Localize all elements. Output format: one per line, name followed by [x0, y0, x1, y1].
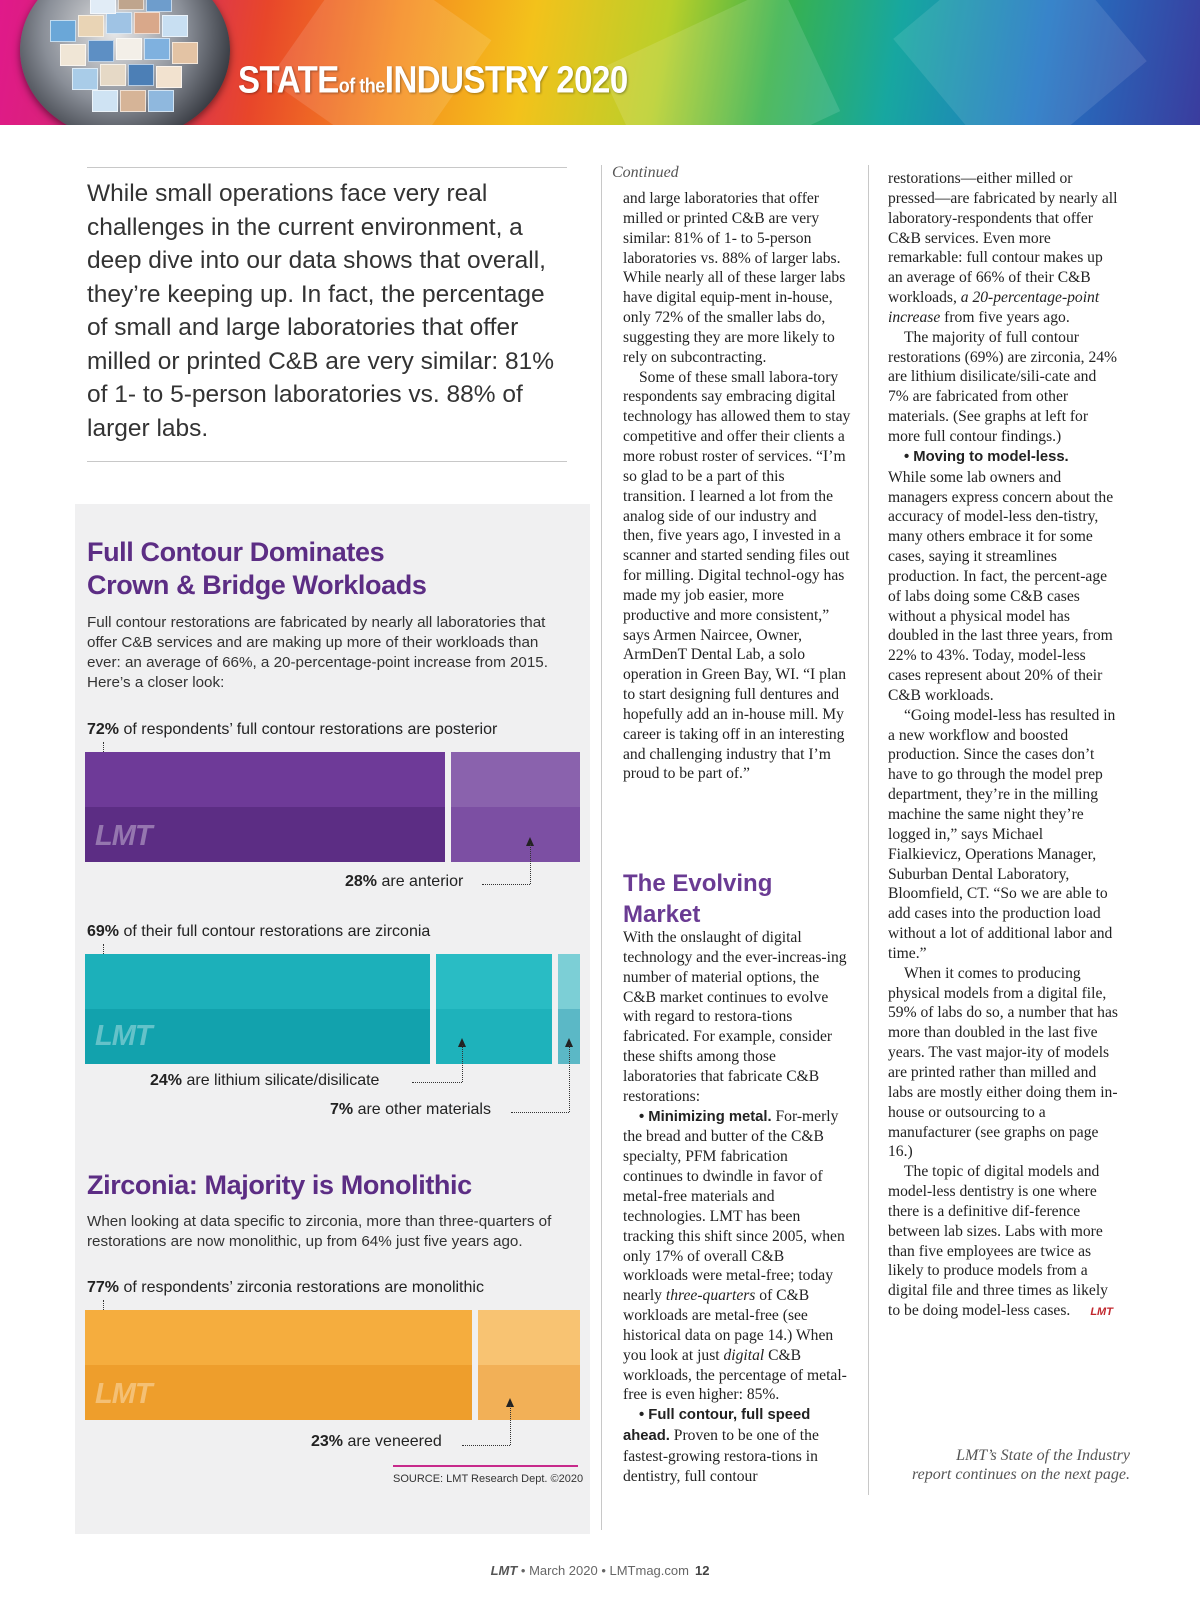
paragraph: Some of these small labora-tory respondents say embracing digital technology has allowed them to stay competitive and offer their clients a more robust roster of services. “I’m so glad to be a part of this transition. I learned a lot from the analog side of our industry and then, five years ago, I invested in a scanner and started sending files out for milling. Digital technol-ogy has made my job easier, more productive and more consistent,” says Armen Naircee, Owner, ArmDenT Dental Lab, a solo operation in Green Bay, WI. “I plan to start designing full dentures and hopefully add an in-house mill. My career is taking off in an interesting and challenging industry that I’m proud to be part of.” [623, 368, 851, 783]
continues-note: LMT’s State of the Industry report continues on the next page. [911, 1447, 1130, 1483]
full-contour-description: Full contour restorations are fabricated by nearly all laboratories that offer C&B services and are making up more of their workloads than ever: an average of 66%, a 20-percentage-point increase from 2015. Here’s a closer look: [87, 614, 548, 691]
veneered-label: 23% are veneered [311, 1433, 442, 1450]
bar-lithium [436, 954, 552, 1064]
zirconia-label: 69% of their full contour restorations are zirconia [87, 923, 431, 940]
lmt-watermark: LMT [95, 1378, 152, 1410]
monolithic-label: 77% of respondents’ zirconia restorations are monolithic [87, 1279, 484, 1296]
veneered-pointer [462, 1445, 510, 1446]
heading-zirconia: Zirconia: Majority is Monolithic [87, 1170, 472, 1200]
paragraph: and large laboratories that offer milled or printed C&B are very similar: 81% of 1- to 5-person laboratories vs. 88% of larger labs. While nearly all of these larger labs have digital equip-ment in-house, only 72% of the smaller labs do, suggesting they are more likely to rely on subcontracting. [623, 190, 846, 366]
paragraph: When it comes to producing physical models from a digital file, 59% of labs do so, a number that has more than doubled in the last five years. The vast major-ity of models are printed rather than milled and labs are mostly either doing them in-house or outsourcing to a manufacturer (see graphs on page 16.) [888, 964, 1118, 1161]
anterior-label: 28% are anterior [345, 873, 464, 890]
page-footer: LMT • March 2020 • LMTmag.com 12 [490, 1563, 710, 1578]
lmt-watermark: LMT [95, 820, 152, 852]
globe-icon [20, 0, 230, 125]
lithium-label: 24% are lithium silicate/disilicate [150, 1072, 380, 1089]
paragraph: The topic of digital models and model-less dentistry is one where there is a definitive dif-ference between lab sizes. Labs with more than five employees are twice as likely to produce models from a digital file and three times as likely to be doing model-less cases. LMT [888, 1162, 1118, 1323]
bar-anterior [451, 752, 580, 862]
footer-date: March 2020 [529, 1563, 598, 1578]
other-label: 7% are other materials [330, 1101, 491, 1118]
continued-label: Continued [612, 164, 679, 181]
heading-full-contour: Full Contour Dominates Crown & Bridge Workloads [87, 537, 427, 600]
page-number: 12 [694, 1563, 710, 1578]
paragraph: restorations—either milled or pressed—are fabricated by nearly all laboratory-respondents that offer C&B services. Even more remarkable: full contour makes up an average of 66% of their C&B workloads, a 20-percentage-point increase from five years ago. [888, 170, 1118, 326]
intro-top-rule [87, 167, 567, 168]
lmt-end-logo: LMT [1090, 1306, 1113, 1319]
banner-facet [893, 0, 1147, 125]
paragraph-minimizing-metal: • Minimizing metal. For-merly the bread and butter of the C&B specialty, PFM fabrication continues to dwindle in favor of metal-free materials and technologies. LMT has been tracking this shift since 2005, when only 17% of overall C&B workloads were metal-free; today nearly three-quarters of C&B workloads are metal-free (see historical data on page 14.) When you look at just digital C&B workloads, the percentage of metal-free is even higher: 85%. [623, 1107, 847, 1404]
column-divider [601, 165, 602, 1530]
column-divider [868, 165, 869, 1495]
source-credit: SOURCE: LMT Research Dept. ©2020 [393, 1473, 584, 1485]
anterior-pointer [482, 884, 530, 885]
lithium-pointer [412, 1082, 462, 1083]
anterior-pointer [530, 844, 531, 884]
banner-facet [600, 0, 840, 125]
heading-evolving-market: The Evolving Market [623, 870, 773, 928]
article-column-right [888, 169, 1118, 1323]
lithium-pointer [462, 1045, 463, 1082]
paragraph-model-less-heading: • Moving to model-less. [904, 448, 1069, 465]
bar-veneered [478, 1310, 580, 1420]
other-pointer [511, 1112, 569, 1113]
veneered-pointer [510, 1405, 511, 1445]
posterior-label: 72% of respondents’ full contour restorations are posterior [87, 721, 498, 738]
paragraph: While some lab owners and managers express concern about the accuracy of model-less den-tistry, many others embrace it for some cases, saying it streamlines production. In fact, the percent-age of labs doing some C&B cases without a physical model has doubled in the last three years, from 22% to 43%. Today, model-less cases represent about 20% of their C&B workloads. [888, 468, 1114, 704]
article-column-middle-lower [623, 928, 851, 1487]
intro-text: While small operations face very real challenges in the current environment, a deep dive into our data shows that overall, they’re keeping up. In fact, the percentage of small and large laboratories that offer milled or printed C&B are very similar: 81% of 1- to 5-person laboratories vs. 88% of larger labs. [87, 180, 555, 442]
paragraph: With the onslaught of digital technology and the ever-increas-ing number of material options, the C&B market continues to evolve with regard to restora-tions fabricated. For example, consider these shifts among those laboratories that fabricate C&B restorations: [623, 929, 847, 1105]
paragraph: “Going model-less has resulted in a new workflow and boosted production. Since the cases don’t have to go through the model prep department, they’re in the milling machine the same night they’re logged in,” says Michael Fialkievicz, Operations Manager, Suburban Dental Laboratory, Bloomfield, CT. “So we are able to add cases into the production load without a lot of additional labor and time.” [888, 706, 1116, 962]
source-rule [393, 1465, 578, 1467]
intro-bottom-rule [87, 461, 567, 462]
paragraph: The majority of full contour restorations (69%) are zirconia, 24% are lithium disilicate/sili-cate and 7% are fabricated from other materials. (See graphs at left for more full contour findings.) [888, 328, 1118, 445]
header-banner [0, 0, 1200, 125]
banner-title: STATEof theINDUSTRY 2020 [238, 58, 628, 101]
footer-site[interactable]: LMTmag.com [609, 1563, 689, 1578]
article-column-middle [623, 189, 851, 784]
paragraph-full-contour: • Full contour, full speed ahead. Proven to be one of the fastest-growing restora-tions in dentistry, full contour [623, 1407, 819, 1485]
other-pointer [569, 1045, 570, 1112]
footer-logo: LMT [490, 1563, 518, 1578]
zirconia-description: When looking at data specific to zirconia, more than three-quarters of restorations are now monolithic, up from 64% just five years ago. [87, 1213, 552, 1250]
lmt-watermark: LMT [95, 1020, 152, 1052]
